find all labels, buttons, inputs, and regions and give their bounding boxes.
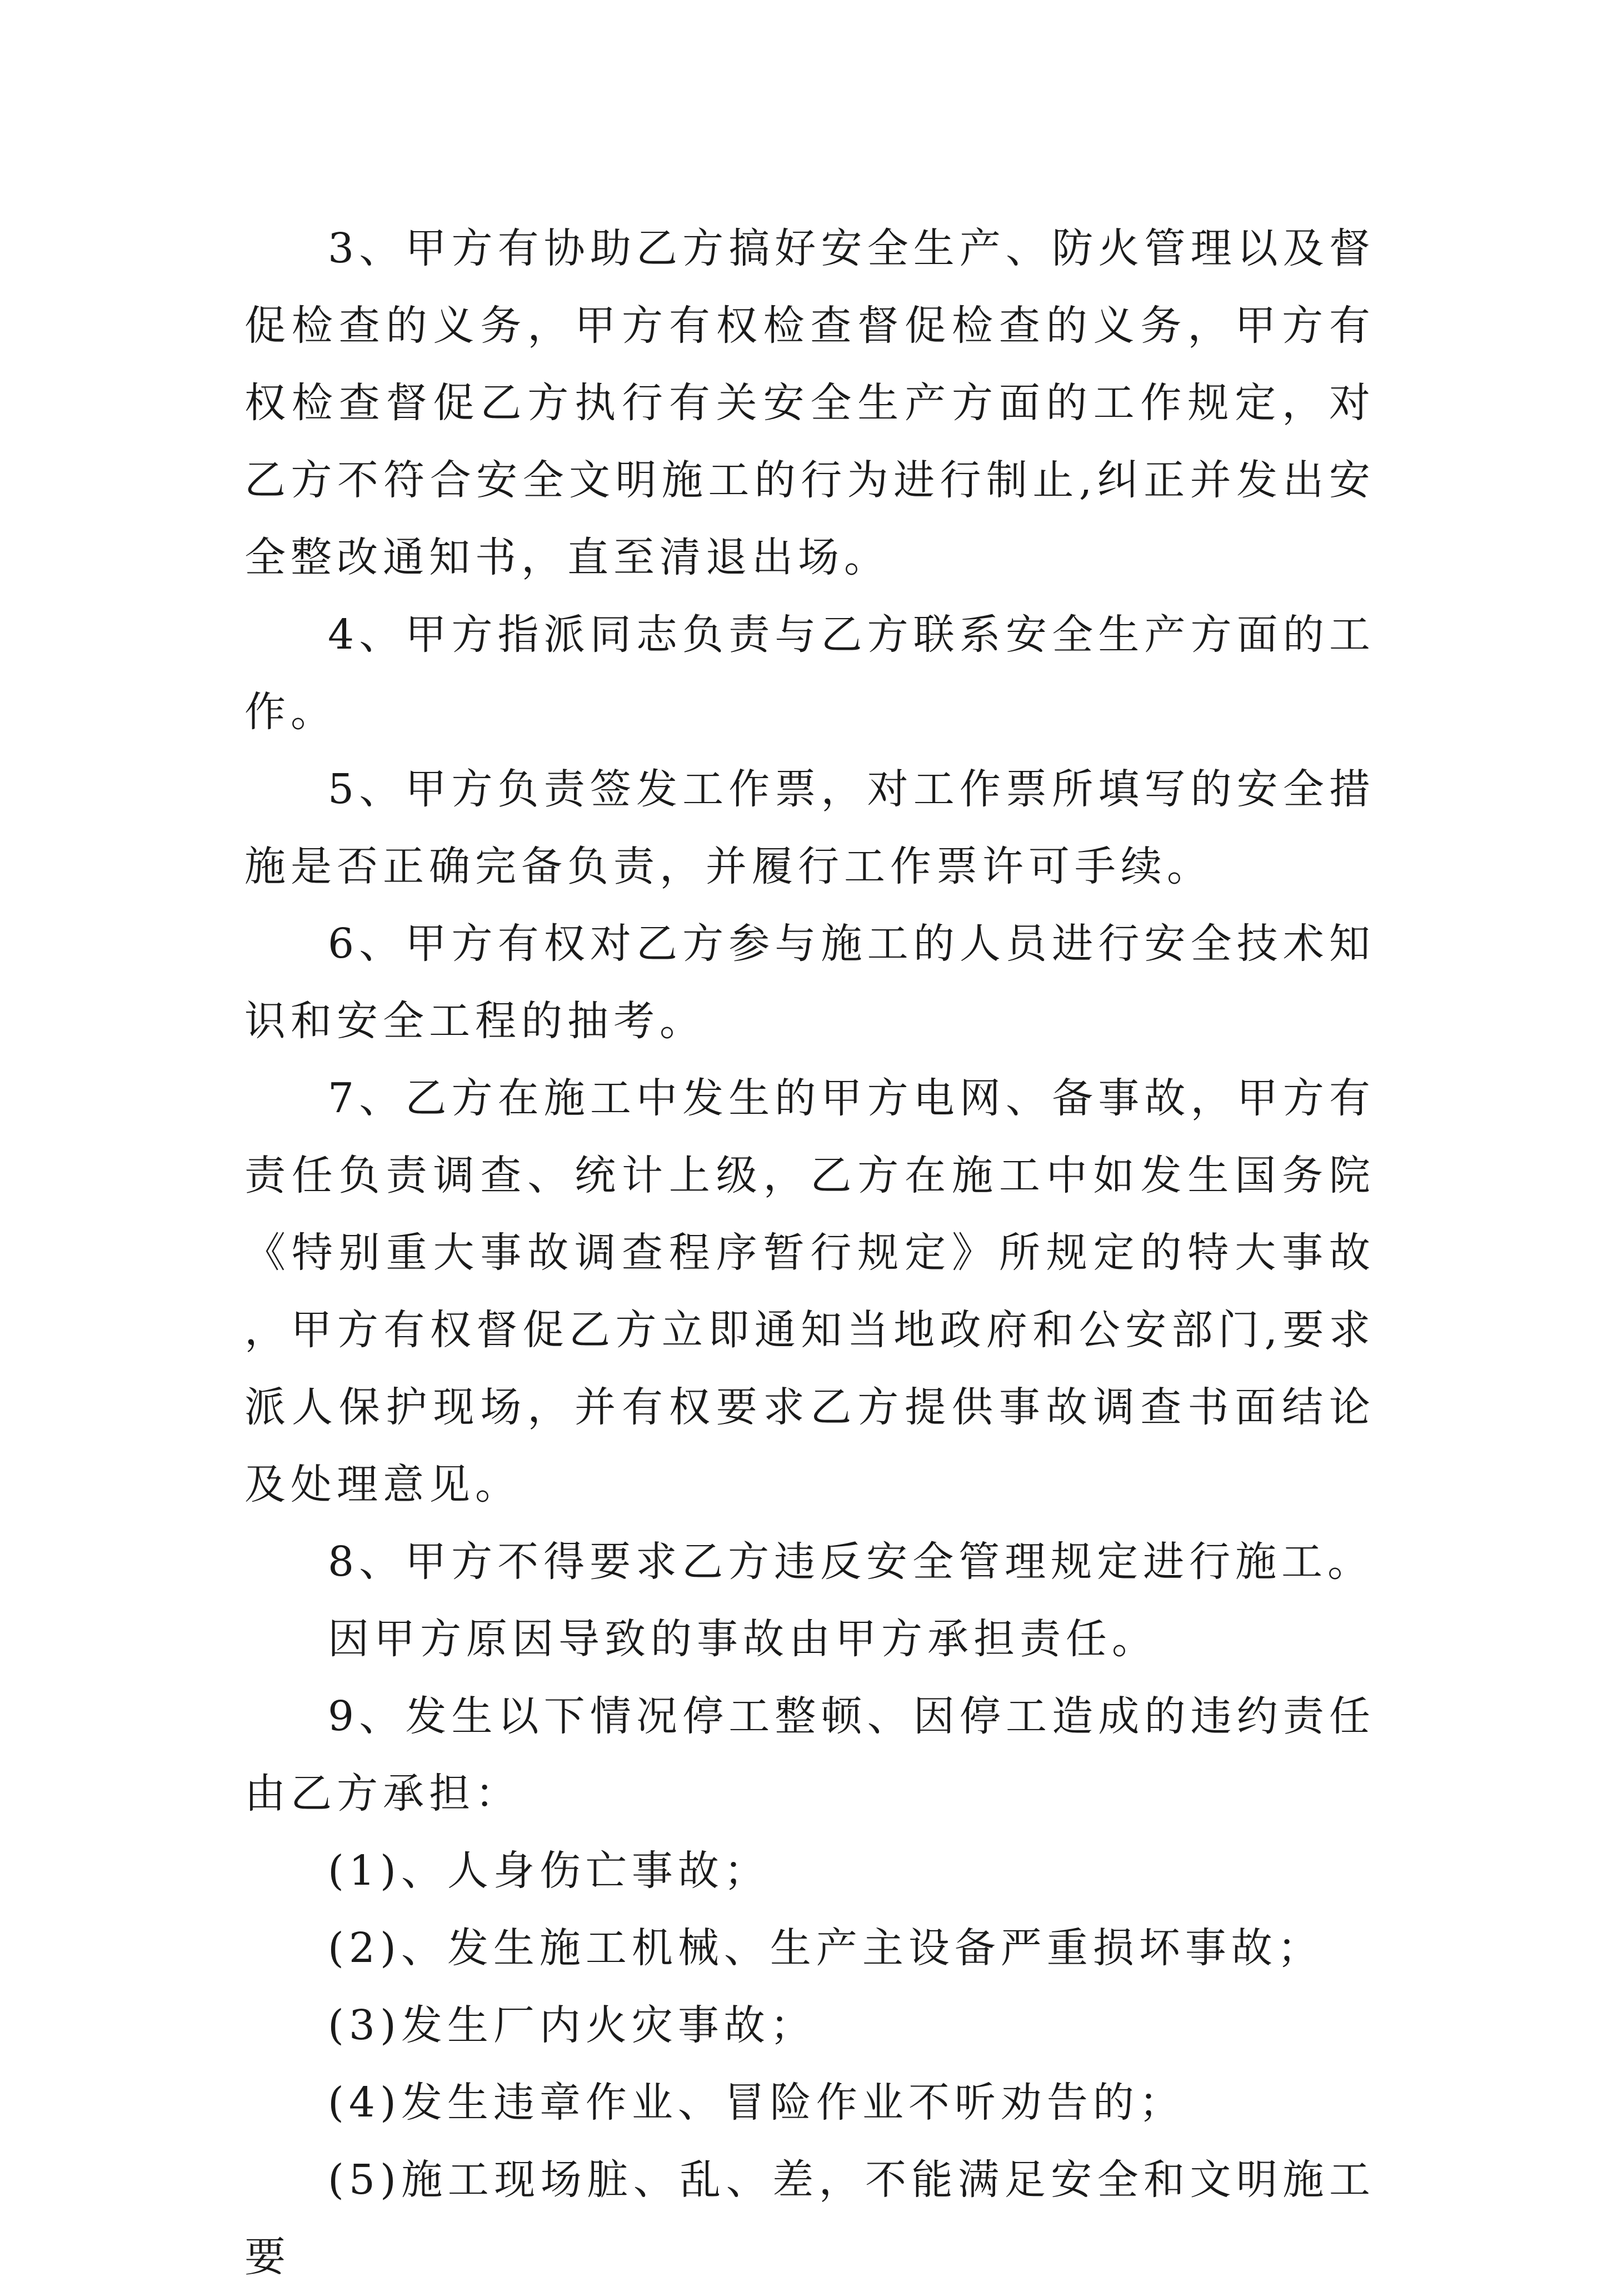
document-body <box>244 210 1375 2296</box>
list-item-5: (5)施工现场脏、乱、差，不能满足安全和文明施工要 <box>244 2156 1375 2281</box>
paragraph-clause-8: 8、甲方不得要求乙方违反安全管理规定进行施工。 <box>328 1538 1374 1586</box>
paragraph-clause-5: 5、甲方负责签发工作票，对工作票所填写的安全措施是否正确完备负责，并履行工作票许可手续。 <box>244 765 1375 890</box>
paragraph-clause-7: 7、乙方在施工中发生的甲方电网、备事故，甲方有责任负责调查、统计上级，乙方在施工中如发生国务院《特别重大事故调查程序暂行规定》所规定的特大事故，甲方有权督促乙方立即通知当地政府和公安部门,要求派人保护现场，并有权要求乙方提供事故调查书面结论及处理意见。 <box>244 1074 1375 1508</box>
list-item-1: (1)、人身伤亡事故； <box>328 1847 770 1895</box>
list-item-4: (4)发生违章作业、冒险作业不听劝告的； <box>328 2079 1185 2126</box>
paragraph-clause-8-liability: 因甲方原因导致的事故由甲方承担责任。 <box>328 1615 1158 1663</box>
paragraph-clause-4: 4、甲方指派同志负责与乙方联系安全生产方面的工作。 <box>244 611 1375 736</box>
list-item-3: (3)发生厂内火灾事故； <box>328 2001 816 2049</box>
list-item-2: (2)、发生施工机械、生产主设备严重损坏事故； <box>328 1924 1324 1972</box>
paragraph-clause-3: 3、甲方有协助乙方搞好安全生产、防火管理以及督促检查的义务，甲方有权检查督促检查的义务，甲方有权检查督促乙方执行有关安全生产方面的工作规定，对乙方不符合安全文明施工的行为进行制止,纠正并发出安全整改通知书，直至清退出场。 <box>244 225 1375 581</box>
paragraph-clause-9: 9、发生以下情况停工整顿、因停工造成的违约责任由乙方承担： <box>244 1692 1375 1817</box>
paragraph-clause-6: 6、甲方有权对乙方参与施工的人员进行安全技术知识和安全工程的抽考。 <box>244 920 1375 1045</box>
